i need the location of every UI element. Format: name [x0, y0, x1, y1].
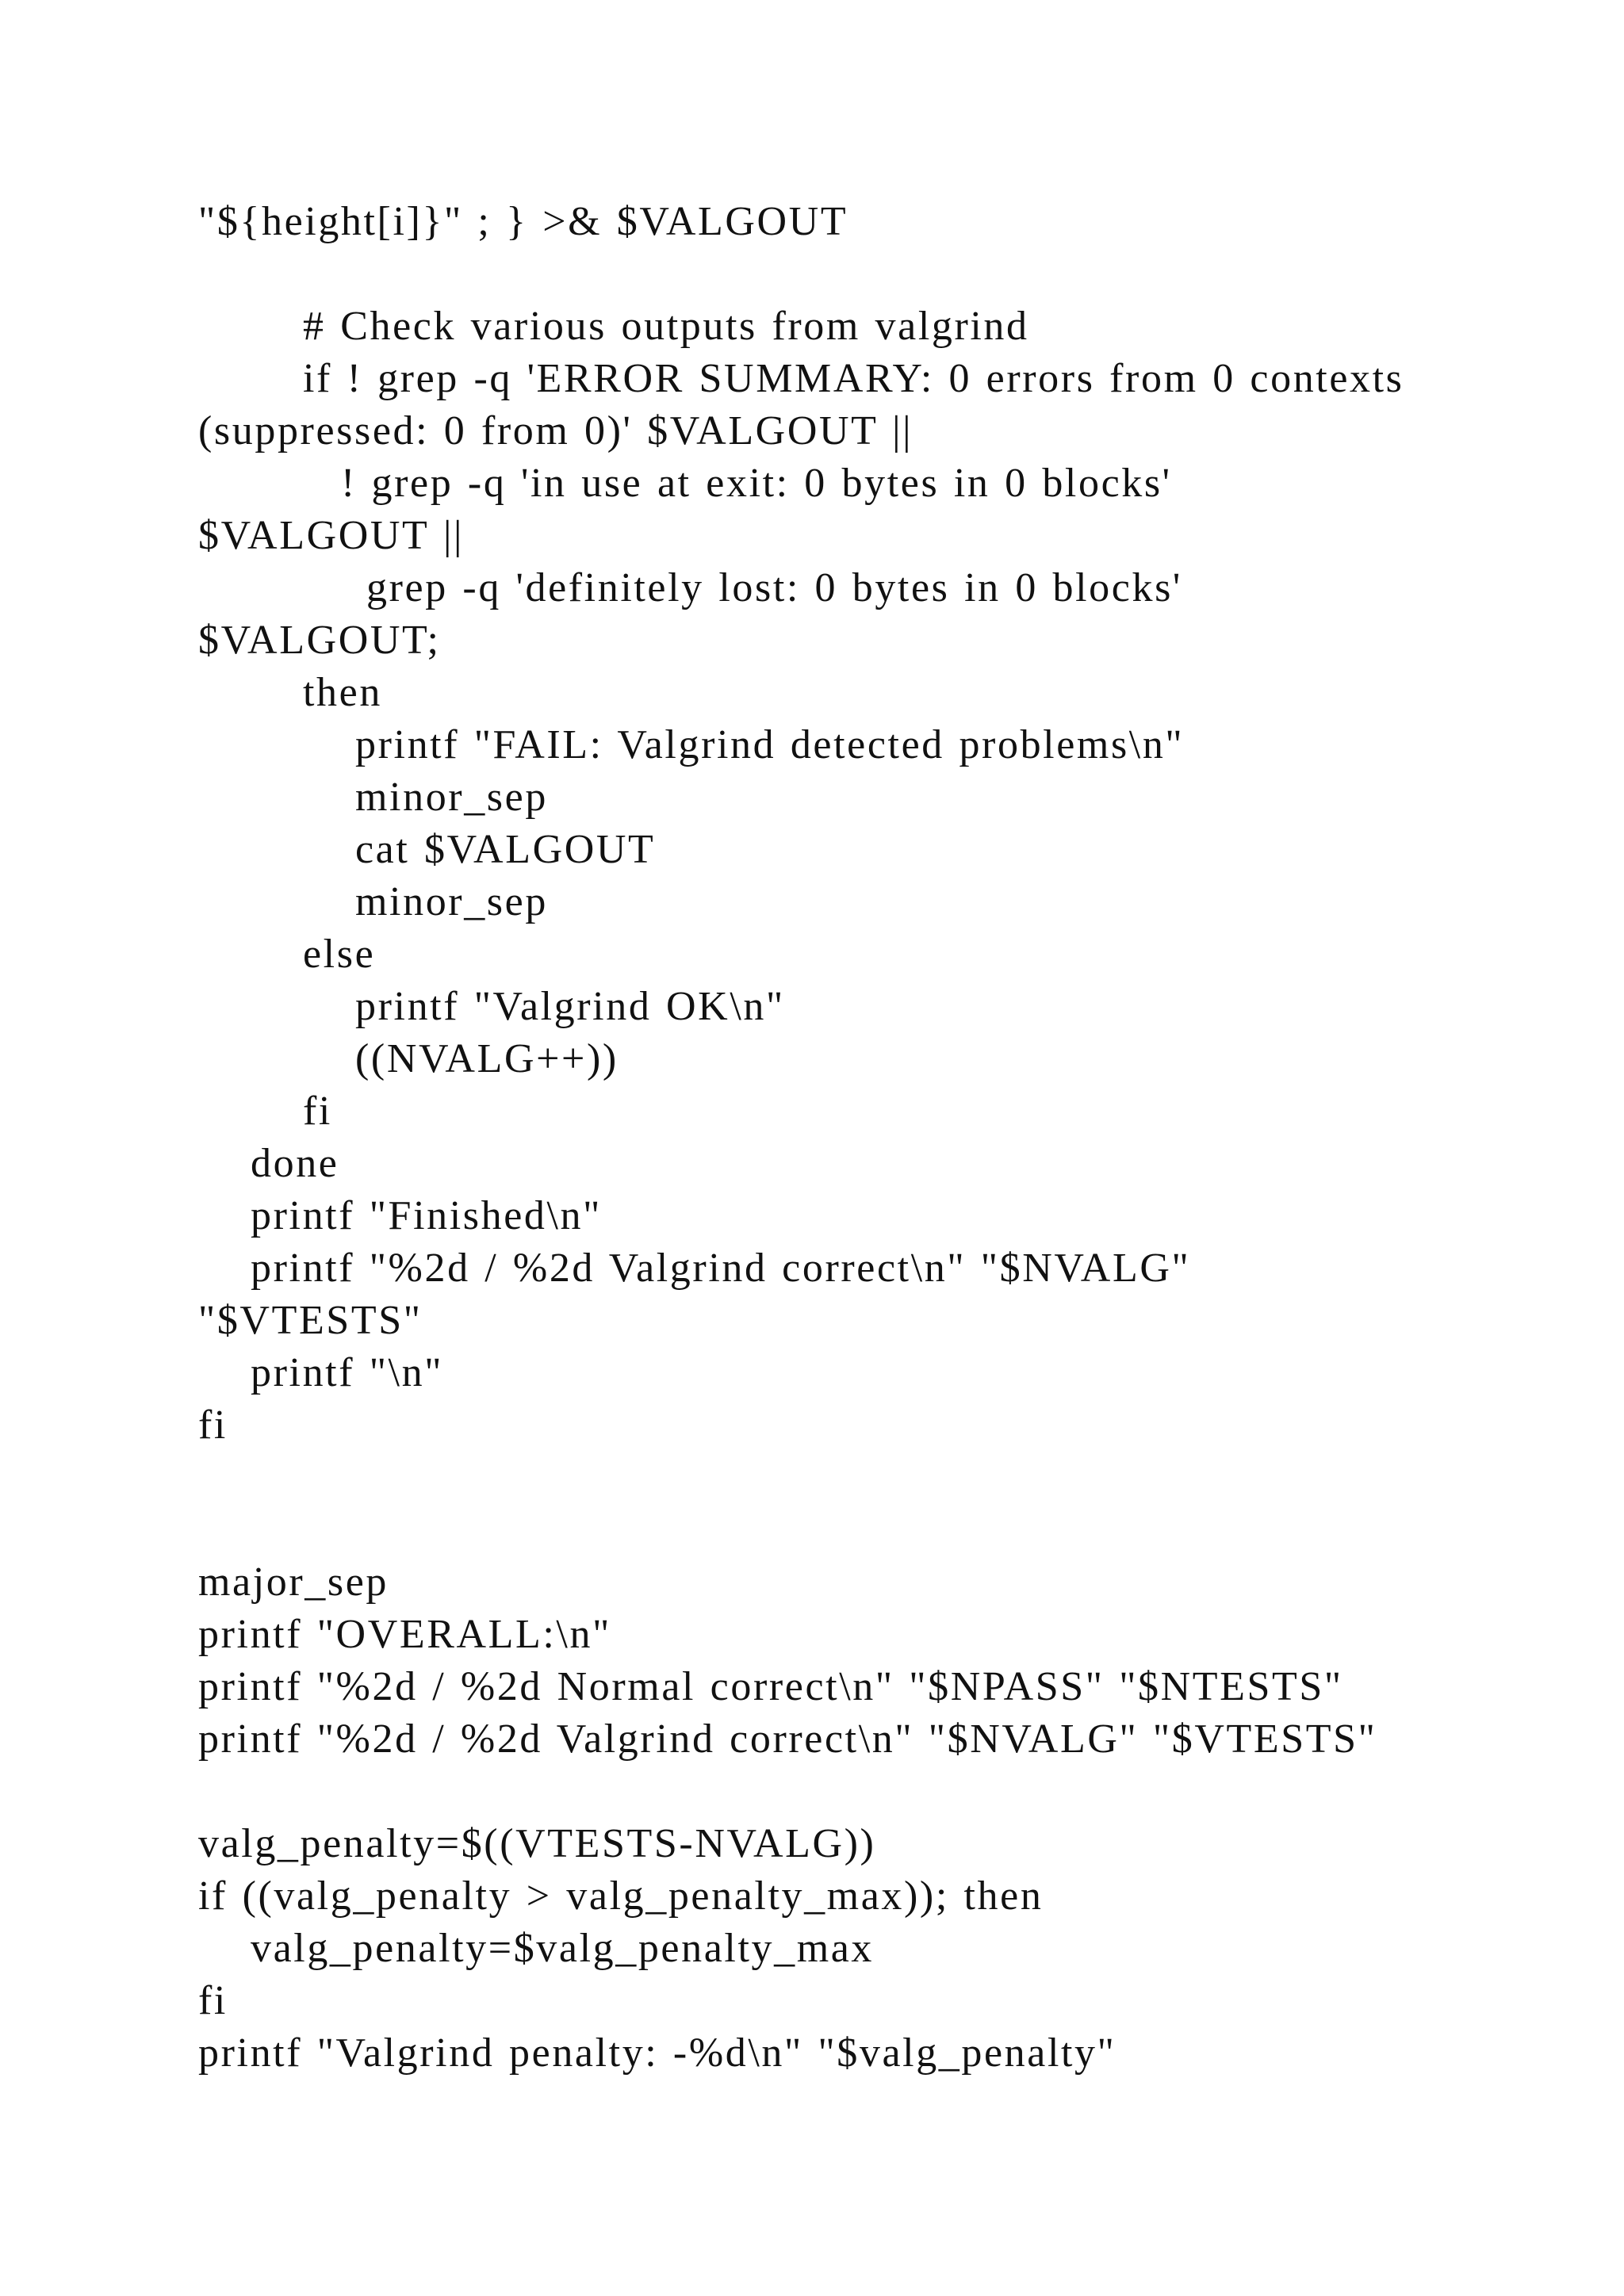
- code-line: fi: [303, 1089, 332, 1134]
- code-line: $VALGOUT ||: [198, 513, 465, 558]
- code-line: "${height[i]}" ; } >& $VALGOUT: [198, 199, 848, 244]
- code-line: fi: [198, 1402, 228, 1448]
- code-line: else: [303, 932, 376, 977]
- code-line: major_sep: [198, 1559, 389, 1605]
- code-line: (suppressed: 0 from 0)' $VALGOUT ||: [198, 408, 914, 453]
- code-line: grep -q 'definitely lost: 0 bytes in 0 blocks': [366, 565, 1182, 610]
- code-line: # Check various outputs from valgrind: [303, 304, 1029, 349]
- code-line: minor_sep: [355, 879, 548, 924]
- code-line: printf "%2d / %2d Valgrind correct\n" "$NVALG" "$VTESTS": [198, 1716, 1377, 1762]
- code-line: valg_penalty=$((VTESTS-NVALG)): [198, 1821, 876, 1866]
- code-line: minor_sep: [355, 775, 548, 820]
- code-line: printf "Finished\n": [251, 1193, 602, 1238]
- code-line: ((NVALG++)): [355, 1036, 619, 1081]
- code-line: printf "Valgrind penalty: -%d\n" "$valg_penalty": [198, 2030, 1116, 2076]
- code-line: $VALGOUT;: [198, 618, 441, 663]
- code-line: fi: [198, 1978, 228, 2023]
- code-line: if ! grep -q 'ERROR SUMMARY: 0 errors from 0 contexts: [303, 356, 1404, 401]
- code-line: printf "%2d / %2d Valgrind correct\n" "$NVALG": [251, 1246, 1191, 1291]
- code-line: ! grep -q 'in use at exit: 0 bytes in 0 blocks': [341, 461, 1172, 506]
- code-line: printf "OVERALL:\n": [198, 1612, 611, 1657]
- code-line: printf "Valgrind OK\n": [355, 984, 785, 1029]
- code-line: printf "%2d / %2d Normal correct\n" "$NPASS" "$NTESTS": [198, 1664, 1343, 1709]
- code-line: done: [251, 1141, 339, 1186]
- code-line: printf "\n": [251, 1350, 444, 1395]
- code-line: valg_penalty=$valg_penalty_max: [251, 1926, 875, 1971]
- code-line: printf "FAIL: Valgrind detected problems\n": [355, 722, 1185, 767]
- code-line: if ((valg_penalty > valg_penalty_max)); then: [198, 1873, 1044, 1919]
- code-line: "$VTESTS": [198, 1298, 423, 1343]
- code-line: cat $VALGOUT: [355, 827, 656, 872]
- code-line: then: [303, 670, 382, 715]
